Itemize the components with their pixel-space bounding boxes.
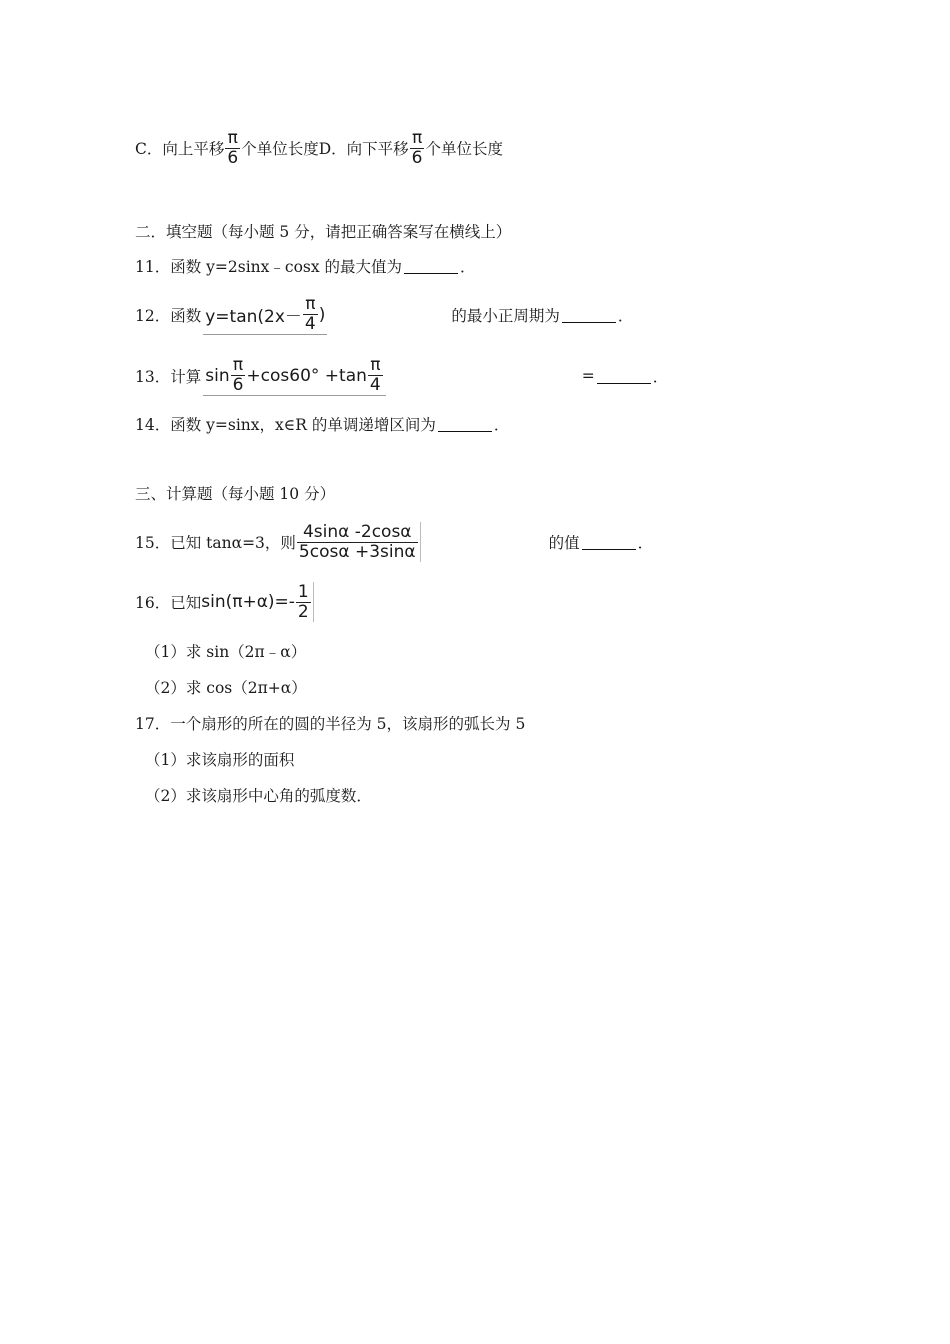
question-14 — [135, 412, 509, 436]
q16-frac-den: 2 — [297, 601, 309, 622]
question-15 — [135, 521, 654, 562]
option-c-fraction — [225, 129, 240, 168]
q12-formula — [203, 295, 327, 335]
formula-edge — [313, 582, 314, 622]
q15-numerator: 4sinα -2cosα — [302, 521, 412, 542]
q13-formula — [203, 356, 386, 396]
q13-frac1-num: π — [232, 355, 244, 375]
answer-blank — [597, 368, 651, 384]
q16-part-1: （1）求 sin（2π﹣α） — [145, 643, 307, 661]
q11-text: 11．函数 y=2sinx﹣cosx 的最大值为 — [135, 258, 403, 276]
q11-end: ． — [460, 258, 476, 276]
option-d-frac-num: π — [411, 127, 423, 148]
q13-middle: +cos60° +tan — [246, 365, 367, 386]
q15-denominator: 5cosα +3sinα — [298, 541, 416, 562]
q17-part-2: （2）求该扇形中心角的弧度数． — [145, 787, 372, 805]
q12-fraction — [303, 295, 318, 334]
q10-options-line — [135, 127, 503, 168]
q12-formula-end: ) — [318, 304, 326, 325]
section3-heading: 三、计算题（每小题 10 分） — [135, 485, 336, 503]
question-12 — [135, 294, 634, 334]
q12-end: ． — [617, 307, 634, 325]
section2-heading: 二．填空题（每小题 5 分，请把正确答案写在横线上） — [135, 223, 512, 241]
question-11 — [135, 254, 476, 278]
q13-fraction-1 — [231, 356, 246, 395]
q12-frac-num: π — [305, 294, 316, 314]
q16-frac-num: 1 — [297, 581, 309, 602]
q15-prefix: 15．已知 tanα=3，则 — [135, 534, 296, 552]
q15-fraction — [297, 523, 418, 562]
option-c-prefix: C．向上平移 — [135, 140, 225, 158]
question-17: 17．一个扇形的所在的圆的半径为 5，该扇形的弧长为 5 — [135, 715, 526, 733]
q13-sin: sin — [205, 365, 230, 386]
q13-frac2-num: π — [370, 355, 381, 375]
q12-frac-den: 4 — [304, 314, 316, 334]
option-c-frac-den: 6 — [227, 147, 239, 168]
answer-blank — [404, 258, 458, 274]
q12-prefix: 12．函数 — [135, 307, 202, 325]
q13-frac2-den: 4 — [369, 375, 381, 395]
q13-prefix: 13．计算 — [135, 368, 202, 386]
formula-edge — [420, 522, 421, 562]
q15-suffix: 的值 — [548, 534, 580, 552]
q16-prefix: 16．已知 — [135, 594, 202, 612]
option-d-frac-den: 6 — [411, 147, 423, 168]
question-13 — [135, 355, 669, 395]
q16-formula: sin(π+α)=- — [201, 592, 295, 612]
answer-blank — [438, 416, 492, 432]
q16-fraction — [296, 583, 311, 622]
q12-suffix: 的最小正周期为 — [451, 307, 560, 325]
option-c-frac-num: π — [227, 127, 238, 148]
q15-end: ． — [637, 534, 654, 552]
question-16 — [135, 581, 314, 622]
option-c-suffix: 个单位长度 — [241, 140, 319, 158]
answer-blank — [562, 307, 616, 323]
q13-fraction-2 — [368, 356, 383, 395]
answer-blank — [582, 534, 636, 550]
q13-frac1-den: 6 — [232, 375, 244, 395]
option-d-prefix: D．向下平移 — [318, 140, 409, 158]
q13-end: ． — [652, 368, 669, 386]
q13-equals: = — [581, 367, 595, 385]
q14-text: 14．函数 y=sinx，x∈R 的单调递增区间为 — [135, 416, 436, 434]
option-d-fraction — [410, 129, 425, 168]
q17-part-1: （1）求该扇形的面积 — [145, 751, 295, 769]
q16-part-2: （2）求 cos（2π+α） — [145, 679, 307, 697]
q14-end: ． — [493, 416, 510, 434]
q12-formula-start: y=tan(2x－ — [205, 307, 302, 327]
option-d-suffix: 个单位长度 — [425, 140, 503, 158]
